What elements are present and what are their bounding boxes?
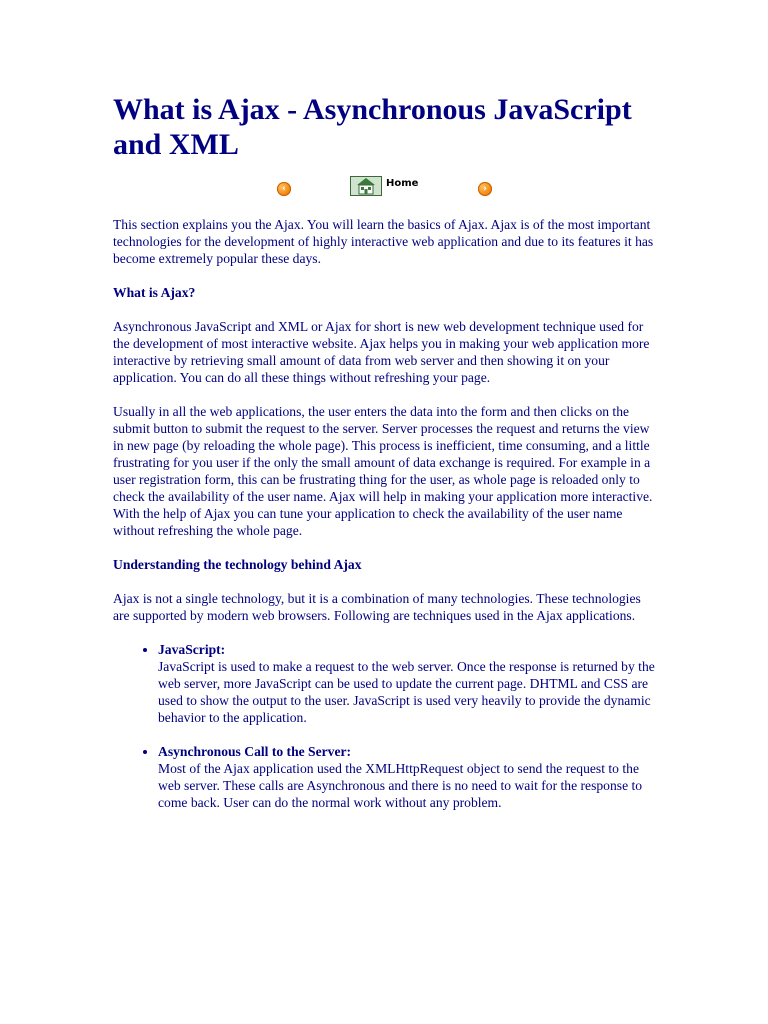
list-item-term: • Asynchronous Call to the Server: (158, 744, 352, 759)
page-title: What is Ajax - Asynchronous JavaScript and XML (113, 93, 632, 161)
paragraph: Ajax is not a single technology, but it is a combination of many technologies. These technologies are supported by modern web browsers. Following are techniques used in the Ajax applications. (113, 591, 641, 623)
arrow-right-icon[interactable]: › (478, 182, 492, 196)
list-item-text: Most of the Ajax application used the XMLHttpRequest object to send the request to the web server. These calls are Asynchronous and there is no need to wait for the response to come back. User can do the normal work without any problem. (158, 761, 643, 810)
intro-paragraph: This section explains you the Ajax. You will learn the basics of Ajax. Ajax is of the most important technologies for the development of highly interactive web application and due to its features it has become extremely popular these days. (113, 217, 654, 266)
paragraph: Usually in all the web applications, the user enters the data into the form and then clicks on the submit button to submit the request to the server. Server processes the request and returns the view in new page (by reloading the whole page). This process is inefficient, time consuming, and a little frustrating for you user if the only the small amount of data exchange is required. For example in a user registration form, this can be frustrating thing for the user, as whole page is reloaded only to check the availability of the user name. Ajax will help in making your application more interactive. With the help of Ajax you can tune your application to check the availability of the user name without refreshing the whole page. (113, 404, 653, 538)
home-label: Home (386, 177, 419, 189)
section-heading-technology: Understanding the technology behind Ajax (113, 557, 362, 572)
list-item-term: • JavaScript: (158, 642, 226, 657)
paragraph: Asynchronous JavaScript and XML or Ajax for short is new web development technique used for the development of most interactive website. Ajax helps you in making your web application more interactive by retrieving small amount of data from web server and then showing it on your application. You can do all these things without refreshing your page. (113, 319, 650, 385)
list-item-text: JavaScript is used to make a request to the web server. Once the response is returned by the web server, more JavaScript can be used to update the current page. DHTML and CSS are used to show the output to the user. JavaScript is used very heavily to provide the dynamic behavior to the application. (158, 659, 655, 725)
article (113, 92, 658, 828)
page-navigation (113, 176, 658, 200)
list-item (158, 641, 658, 726)
arrow-left-icon[interactable]: ‹ (277, 182, 291, 196)
house-icon (350, 176, 382, 196)
home-link[interactable] (350, 176, 418, 196)
section-heading-what-is-ajax: What is Ajax? (113, 285, 196, 300)
list-item (158, 743, 658, 811)
technology-list (113, 641, 658, 811)
